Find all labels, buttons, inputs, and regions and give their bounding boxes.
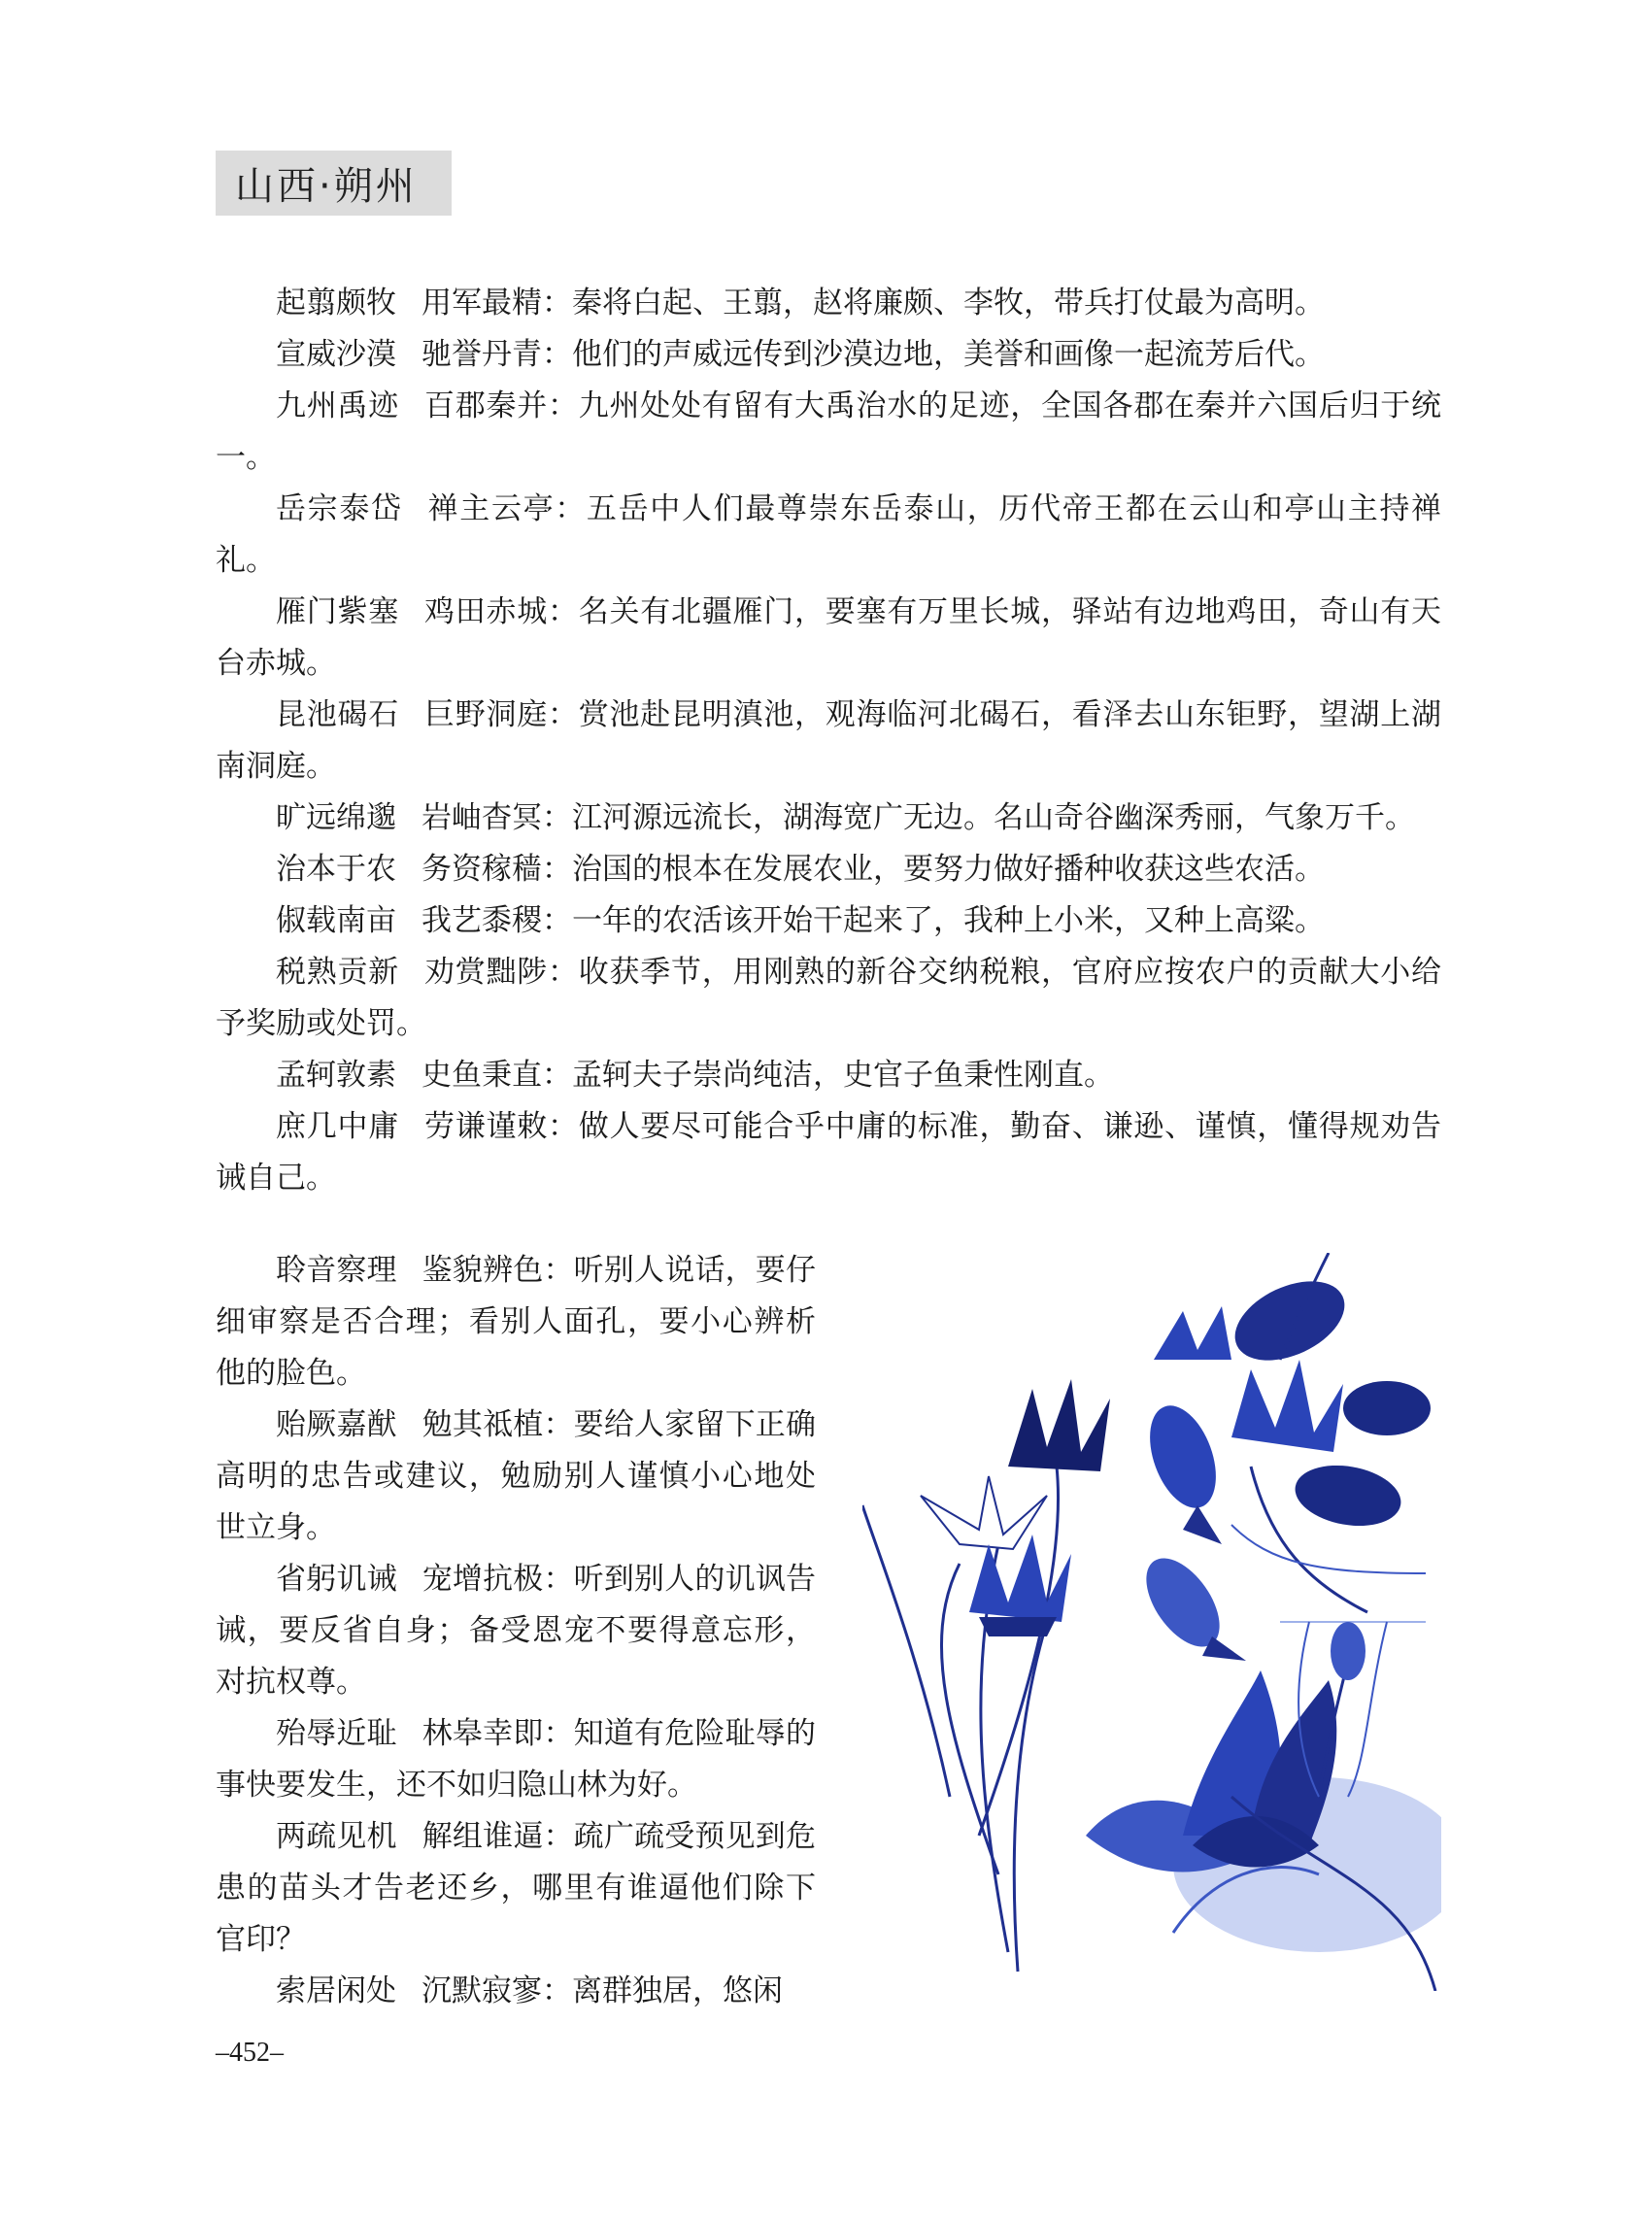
entry-title: 庶几中庸	[276, 1109, 399, 1144]
entry-text: 百郡秦并：九州处处有留有大禹治水的足迹，全国各郡在秦并六国后归于统一。	[216, 388, 1441, 475]
entry-title: 雁门紫塞	[276, 594, 399, 629]
text-entry	[216, 1708, 816, 1811]
text-entry	[216, 278, 1441, 329]
entry-text: 林皋幸即：知道有危险耻辱的事快要发生，还不如归隐山林为好。	[216, 1716, 816, 1803]
entry-text: 劝赏黜陟：收获季节，用刚熟的新谷交纳税粮，官府应按农户的贡献大小给予奖励或处罚。	[216, 955, 1441, 1041]
text-entry	[216, 1400, 816, 1554]
entry-text: 劳谦谨敕：做人要尽可能合乎中庸的标准，勤奋、谦逊、谨慎，懂得规劝告诫自己。	[216, 1109, 1441, 1196]
entry-title: 索居闲处	[276, 1973, 396, 2008]
entry-title: 俶载南亩	[276, 903, 396, 938]
text-entry	[216, 381, 1441, 484]
entry-title: 省躬讥诫	[276, 1562, 397, 1597]
header-title: 山西·朔州	[235, 164, 418, 209]
text-entry	[216, 895, 1441, 947]
entry-title: 孟轲敦素	[276, 1058, 396, 1093]
entry-text: 鸡田赤城：名关有北疆雁门，要塞有万里长城，驿站有边地鸡田，奇山有天台赤城。	[216, 594, 1441, 681]
blue-lotus-illustration	[862, 1253, 1441, 1991]
text-entry	[216, 1101, 1441, 1204]
entry-text: 我艺黍稷：一年的农活该开始干起来了，我种上小米，又种上高粱。	[421, 903, 1325, 938]
text-entry	[216, 690, 1441, 793]
entry-title: 旷远绵邈	[276, 800, 396, 835]
entry-title: 岳宗泰岱	[276, 491, 403, 526]
entry-text: 解组谁逼：疏广疏受预见到危患的苗头才告老还乡，哪里有谁逼他们除下官印？	[216, 1819, 816, 1957]
koi-fish-bottom	[1131, 1545, 1246, 1661]
entry-text: 鉴貌辨色：听别人说话，要仔细审察是否合理；看别人面孔，要小心辨析他的脸色。	[216, 1253, 816, 1391]
entry-title: 殆辱近耻	[276, 1716, 397, 1751]
entry-text: 禅主云亭：五岳中人们最尊崇东岳泰山，历代帝王都在云山和亭山主持禅礼。	[216, 491, 1442, 578]
entry-text: 沉默寂寥：离群独居，悠闲	[421, 1973, 783, 2008]
section-header	[216, 151, 452, 216]
text-entry	[216, 329, 1441, 381]
side-text-column	[216, 1245, 816, 2017]
text-entry	[216, 947, 1441, 1050]
text-entry	[216, 587, 1441, 690]
text-entry	[216, 1245, 816, 1400]
koi-fish-top	[1137, 1397, 1229, 1544]
entry-title: 起翦颇牧	[276, 286, 396, 320]
white-lily	[921, 1476, 1047, 1549]
dark-lotus-bud	[1008, 1379, 1110, 1471]
main-text	[216, 278, 1441, 1204]
text-entry	[216, 1811, 816, 1966]
entry-title: 贻厥嘉猷	[276, 1407, 397, 1442]
text-entry	[216, 1966, 816, 2017]
entry-text: 巨野洞庭：赏池赴昆明滇池，观海临河北碣石，看泽去山东钜野，望湖上湖南洞庭。	[216, 697, 1441, 784]
entry-title: 九州禹迹	[276, 388, 399, 423]
entry-title: 两疏见机	[276, 1819, 397, 1854]
entry-text: 务资稼穑：治国的根本在发展农业，要努力做好播种收获这些农活。	[421, 852, 1325, 887]
text-entry	[216, 1554, 816, 1708]
entry-text: 驰誉丹青：他们的声威远传到沙漠边地，美誉和画像一起流芳后代。	[421, 337, 1325, 372]
lotus-large-bottom	[1086, 1622, 1441, 1991]
entry-text: 勉其祗植：要给人家留下正确高明的忠告或建议，勉励别人谨慎小心地处世立身。	[216, 1407, 816, 1545]
text-entry	[216, 844, 1441, 895]
entry-title: 昆池碣石	[276, 697, 399, 732]
entry-text: 岩岫杳冥：江河源远流长，湖海宽广无边。名山奇谷幽深秀丽，气象万千。	[421, 800, 1415, 835]
entry-text: 用军最精：秦将白起、王翦，赵将廉颇、李牧，带兵打仗最为高明。	[421, 286, 1325, 320]
entry-title: 聆音察理	[276, 1253, 397, 1288]
entry-text: 史鱼秉直：孟轲夫子崇尚纯洁，史官子鱼秉性刚直。	[421, 1058, 1114, 1093]
entry-title: 税熟贡新	[276, 955, 399, 990]
entry-title: 宣威沙漠	[276, 337, 396, 372]
text-entry	[216, 484, 1441, 587]
text-entry	[216, 1050, 1441, 1101]
entry-text: 宠增抗极：听到别人的讥讽告诫，要反省自身；备受恩宠不要得意忘形，对抗权尊。	[216, 1562, 816, 1700]
text-entry	[216, 793, 1441, 844]
entry-title: 治本于农	[276, 852, 396, 887]
page-number: –452–	[216, 2038, 284, 2068]
